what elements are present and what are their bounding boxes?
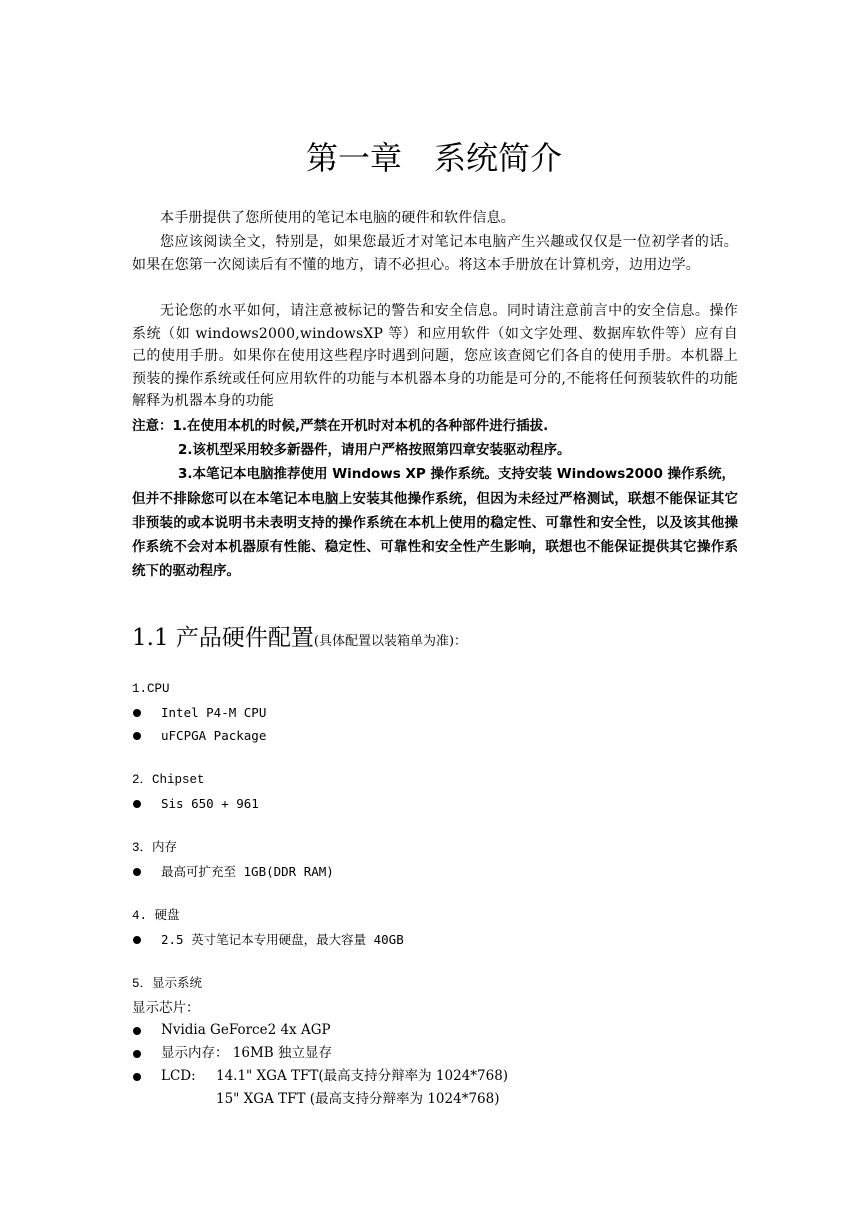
display-item-1: Nvidia GeForce2 4x AGP	[161, 1022, 331, 1038]
lcd-option-1: 14.1" XGA TFT(最高支持分辩率为 1024*768)	[216, 1068, 509, 1084]
lcd-option-2: 15" XGA TFT (最高支持分辩率为 1024*768)	[216, 1091, 500, 1107]
note-2: 2.该机型采用较多新器件，请用户严格按照第四章安装驱动程序。	[178, 442, 571, 459]
spec-heading-chipset: 2．Chipset	[132, 773, 205, 787]
memory-item-1: 最高可扩充至 1GB(DDR RAM)	[161, 864, 334, 879]
section-title	[132, 620, 467, 660]
chapter-number: 第一章	[305, 139, 402, 177]
display-item-2: 显示内存： 16MB 独立显存	[161, 1045, 333, 1061]
notes-block	[132, 414, 738, 583]
intro-paragraph-2: 您应该阅读全文，特别是，如果您最近才对笔记本电脑产生兴趣或仅仅是一位初学者的话。如果在您第一次阅读后有不懂的地方，请不必担心。将这本手册放在计算机旁，边用边学。	[132, 234, 738, 273]
bullet-icon	[133, 868, 141, 876]
section-heading: 1.1 产品硬件配置	[132, 625, 314, 651]
note-3-continuation: 但并不排除您可以在本笔记本电脑上安装其他操作系统，但因为未经过严格测试，联想不能保证其它非预装的或本说明书未表明支持的操作系统在本机上使用的稳定性、可靠性和安全性，以及该其他操作系统不会对本机器原有性能、稳定性、可靠性和安全性产生影响，联想也不能保证提供其它操作系统下的驱动程序。	[132, 490, 738, 580]
note-3-first-line: 3.本笔记本电脑推荐使用 Windows XP 操作系统。支持安装 Windows2000 操作系统，	[178, 466, 736, 483]
cpu-item-2: uFCPGA Package	[161, 728, 267, 743]
bullet-icon	[133, 1027, 141, 1035]
intro-paragraph-1: 本手册提供了您所使用的笔记本电脑的硬件和软件信息。	[160, 210, 515, 226]
bullet-icon	[133, 1050, 141, 1058]
bullet-icon	[133, 800, 141, 808]
note-1: 注意：1.在使用本机的时候,严禁在开机时对本机的各种部件进行插拔.	[132, 418, 549, 434]
intro-paragraph-3: 无论您的水平如何，请注意被标记的警告和安全信息。同时请注意前言中的安全信息。操作系统（如 windows2000,windowsXP 等）和应用软件（如文字处理、数据库软件等）应有自己的使用手册。如果你在使用这些程序时遇到问题，您应该查阅它们各自的使用手册。本机器上预装的操作系统或任何应用软件的功能与本机器本身的功能是可分的,不能将任何预装软件的功能解释为机器本身的功能	[132, 303, 738, 409]
chapter-name: 系统简介	[434, 139, 563, 177]
section-note: (具体配置以装箱单为准)：	[313, 634, 468, 649]
chapter-title	[0, 134, 868, 182]
cpu-item-1: Intel P4-M CPU	[161, 705, 267, 720]
lcd-label: LCD:	[161, 1068, 196, 1084]
spec-heading-memory: 3．内存	[132, 841, 178, 855]
spec-heading-display: 5．显示系统	[132, 977, 203, 991]
bullet-icon	[133, 732, 141, 740]
chipset-item-1: Sis 650 + 961	[161, 796, 259, 811]
display-chip-label: 显示芯片：	[132, 1000, 200, 1015]
bullet-icon	[133, 709, 141, 717]
disk-item-1: 2.5 英寸笔记本专用硬盘，最大容量 40GB	[161, 932, 404, 947]
spec-heading-cpu: 1.CPU	[132, 682, 170, 696]
bullet-icon	[133, 936, 141, 944]
bullet-icon	[133, 1073, 141, 1081]
spec-heading-disk: 4. 硬盘	[132, 909, 180, 923]
